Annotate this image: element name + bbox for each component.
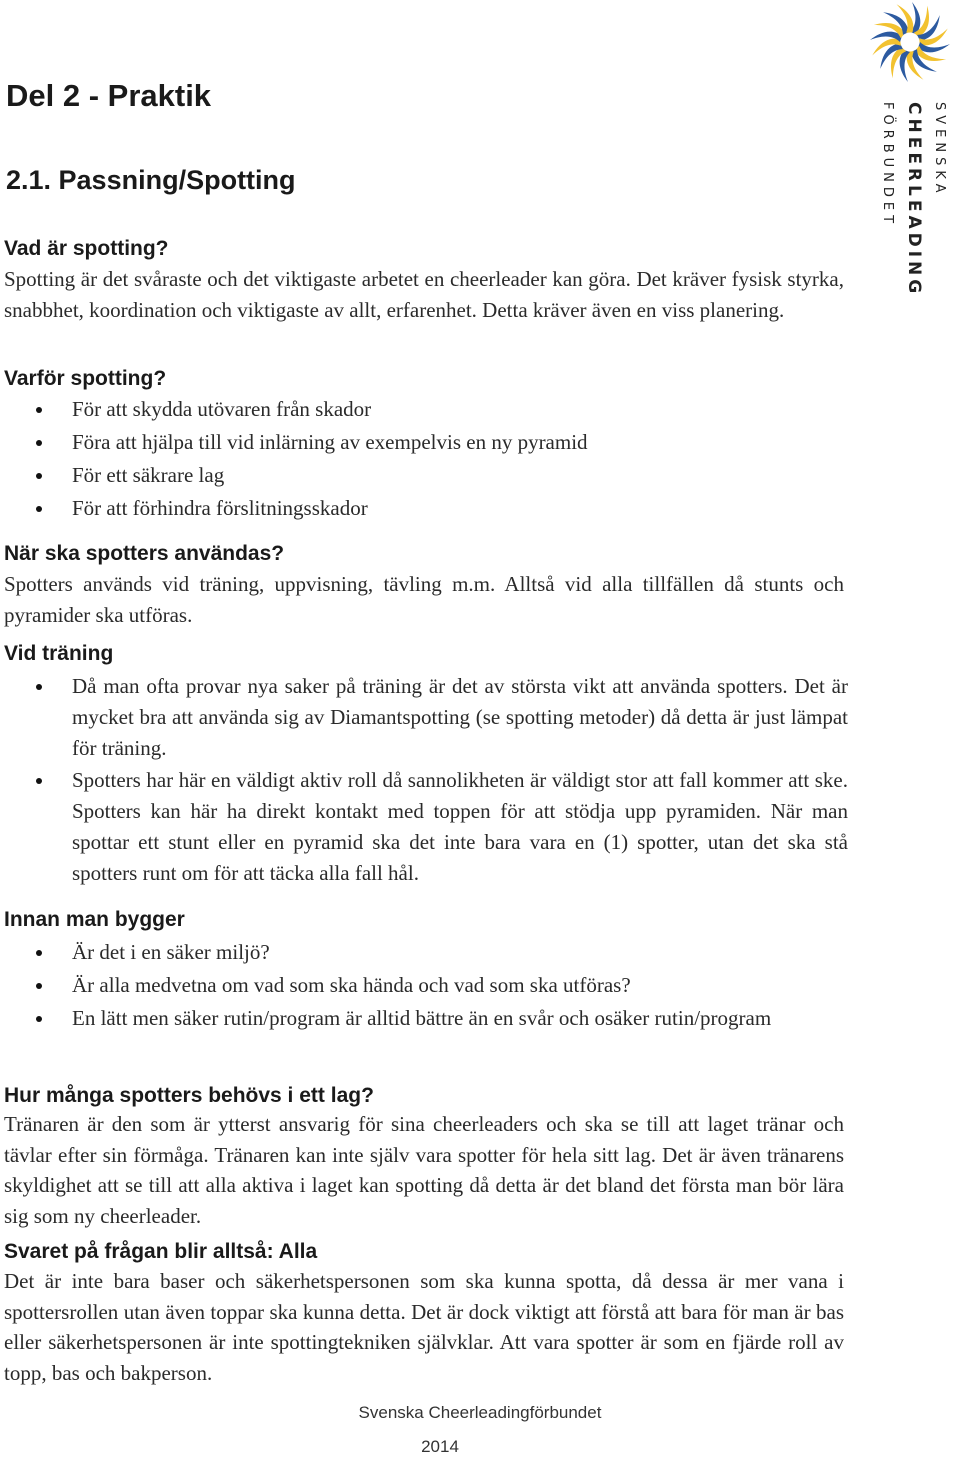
list-item: För att förhindra förslitningsskador: [0, 493, 850, 524]
what-is-spotting-paragraph: Spotting är det svåraste och det viktigaste arbetet en cheerleader kan göra. Det kräver fysisk styrka, snabbhet, koordination och viktigaste av allt, erfarenhet. Detta kräver även en viss planering.: [4, 267, 844, 322]
at-training-heading: Vid träning: [4, 642, 114, 665]
section-heading: 2.1. Passning/Spotting: [6, 165, 296, 195]
answer-heading: Svaret på frågan blir alltså: Alla: [4, 1240, 318, 1263]
page-heading: Del 2 - Praktik: [6, 78, 212, 113]
bullet-icon: [36, 684, 42, 690]
logo-line-forbundet: FÖRBUNDET: [880, 102, 895, 229]
bullet-icon: [36, 440, 42, 446]
footer-year: 2014: [421, 1437, 459, 1456]
what-is-spotting-heading: Vad är spotting?: [4, 237, 169, 260]
why-spotting-heading: Varför spotting?: [4, 367, 167, 390]
list-item: Är det i en säker miljö?: [0, 937, 820, 968]
sun-emblem-icon: [864, 0, 960, 100]
footer-organization: Svenska Cheerleadingförbundet: [358, 1403, 602, 1422]
list-item: Spotters har här en väldigt aktiv roll då sannolikheten är väldigt stor att fall kommer att ske. Spotters kan här ha direkt kontakt med toppen för att stödja upp pyramiden. När man spottar ett stunt eller en pyramid ska det inte bara vara en (1) spotter, utan det ska stå spotters runt om för att täcka alla fall hål.: [0, 765, 848, 889]
bullet-icon: [36, 1016, 42, 1022]
at-training-list: [0, 671, 848, 889]
logo-line-svenska: SVENSKA: [932, 102, 947, 198]
why-spotting-list: [0, 394, 850, 524]
list-item: Då man ofta provar nya saker på träning är det av största vikt att använda spotters. Det är mycket bra att använda sig av Diamantspotting (se spotting metoder) då detta är just lämpat för träning.: [0, 671, 848, 764]
bullet-icon: [36, 950, 42, 956]
how-many-spotters-paragraph: Tränaren är den som är ytterst ansvarig för sina cheerleaders och ska se till att laget tränar och tävlar efter sin förmåga. Tränaren kan inte själv vara spotter för hela sitt lag. Det är även tränarens skyldighet att se till att alla aktiva i laget kan spotting då detta är det bland det första man bör lära sig som ny cheerleader.: [4, 1112, 844, 1228]
bullet-icon: [36, 778, 42, 784]
logo-line-cheerleading: CHEERLEADING: [904, 102, 924, 298]
when-spotters-paragraph: Spotters används vid träning, uppvisning, tävling m.m. Alltså vid alla tillfällen då stunts och pyramider ska utföras.: [4, 572, 844, 627]
answer-paragraph: Det är inte bara baser och säkerhetspersonen som ska kunna spotta, då dessa är mer vana i spottersrollen utan även toppar ska kunna detta. Det är dock viktigt att förstå att bara för man är bas eller säkerhetspersonen är inte spottingtekniken självklar. Att vara spotter är som en fjärde roll av topp, bas och bakperson.: [4, 1269, 844, 1385]
how-many-spotters-heading: Hur många spotters behövs i ett lag?: [4, 1084, 374, 1107]
when-spotters-heading: När ska spotters användas?: [4, 542, 285, 565]
list-item: För ett säkrare lag: [0, 460, 850, 491]
bullet-icon: [36, 407, 42, 413]
list-item: Föra att hjälpa till vid inlärning av exempelvis en ny pyramid: [0, 427, 850, 458]
bullet-icon: [36, 473, 42, 479]
before-building-list: [0, 937, 820, 1034]
bullet-icon: [36, 983, 42, 989]
list-item: Är alla medvetna om vad som ska hända och vad som ska utföras?: [0, 970, 820, 1001]
federation-logo: [860, 0, 960, 330]
before-building-heading: Innan man bygger: [4, 908, 185, 931]
list-item: En lätt men säker rutin/program är alltid bättre än en svår och osäker rutin/program: [0, 1003, 820, 1034]
bullet-icon: [36, 506, 42, 512]
list-item: För att skydda utövaren från skador: [0, 394, 850, 425]
